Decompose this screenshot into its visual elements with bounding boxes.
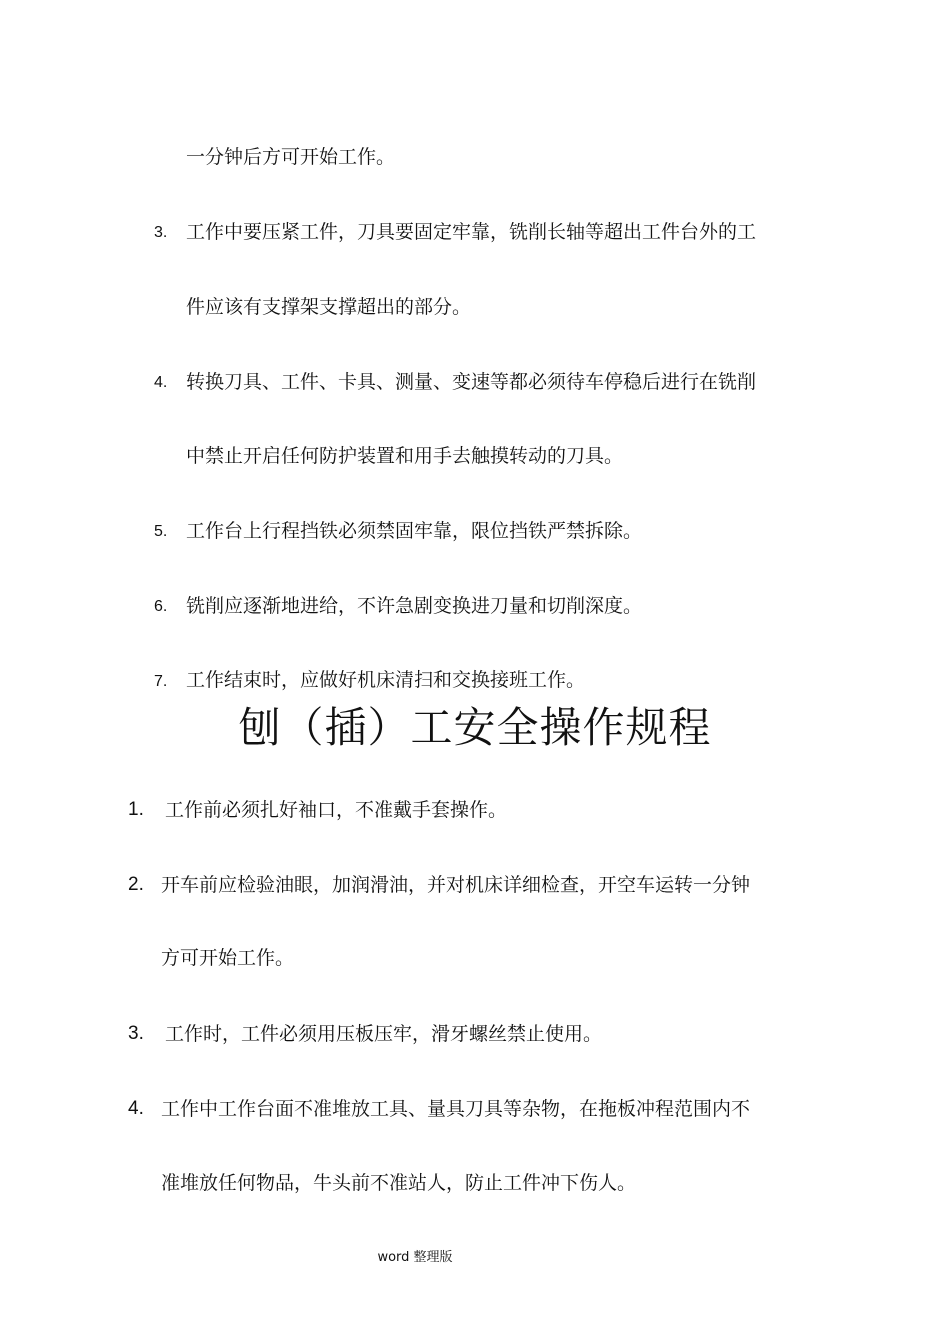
item-number: 3.	[128, 1023, 144, 1044]
item-number: 3.	[154, 224, 168, 241]
item-line: 工作中工作台面不准堆放工具、量具刀具等杂物，在拖板冲程范围内不	[161, 1098, 751, 1120]
item-line: 铣削应逐渐地进给，不许急剧变换进刀量和切削深度。	[186, 595, 643, 617]
item-line: 工作前必须扎好袖口，不准戴手套操作。	[165, 799, 508, 821]
item-number: 7.	[154, 673, 168, 690]
item-number: 4.	[128, 1098, 144, 1119]
item-number: 6.	[154, 598, 168, 615]
item-number: 2.	[128, 874, 144, 895]
item-line: 工作结束时，应做好机床清扫和交换接班工作。	[186, 669, 586, 691]
item-line: 方可开始工作。	[161, 947, 295, 969]
item-line: 工作时，工件必须用压板压牢，滑牙螺丝禁止使用。	[165, 1023, 603, 1045]
item-line: 工作中要压紧工件，刀具要固定牢靠，铣削长轴等超出工件台外的工	[186, 221, 757, 243]
item-number: 1.	[128, 799, 144, 820]
item-number: 4.	[154, 374, 168, 391]
item-line: 准堆放任何物品，牛头前不准站人，防止工件冲下伤人。	[161, 1172, 637, 1194]
item-line: 件应该有支撑架支撑超出的部分。	[186, 296, 472, 318]
section-title: 刨（插）工安全操作规程	[238, 703, 712, 752]
item-number: 5.	[154, 523, 168, 540]
page-footer: word 整理版	[377, 1250, 453, 1265]
item-line: 开车前应检验油眼，加润滑油，并对机床详细检查，开空车运转一分钟	[161, 874, 751, 896]
item-line: 工作台上行程挡铁必须禁固牢靠，限位挡铁严禁拆除。	[186, 520, 643, 542]
item-continuation-line: 一分钟后方可开始工作。	[186, 146, 396, 168]
item-line: 中禁止开启任何防护装置和用手去触摸转动的刀具。	[186, 445, 624, 467]
item-line: 转换刀具、工件、卡具、测量、变速等都必须待车停稳后进行在铣削	[186, 371, 757, 393]
